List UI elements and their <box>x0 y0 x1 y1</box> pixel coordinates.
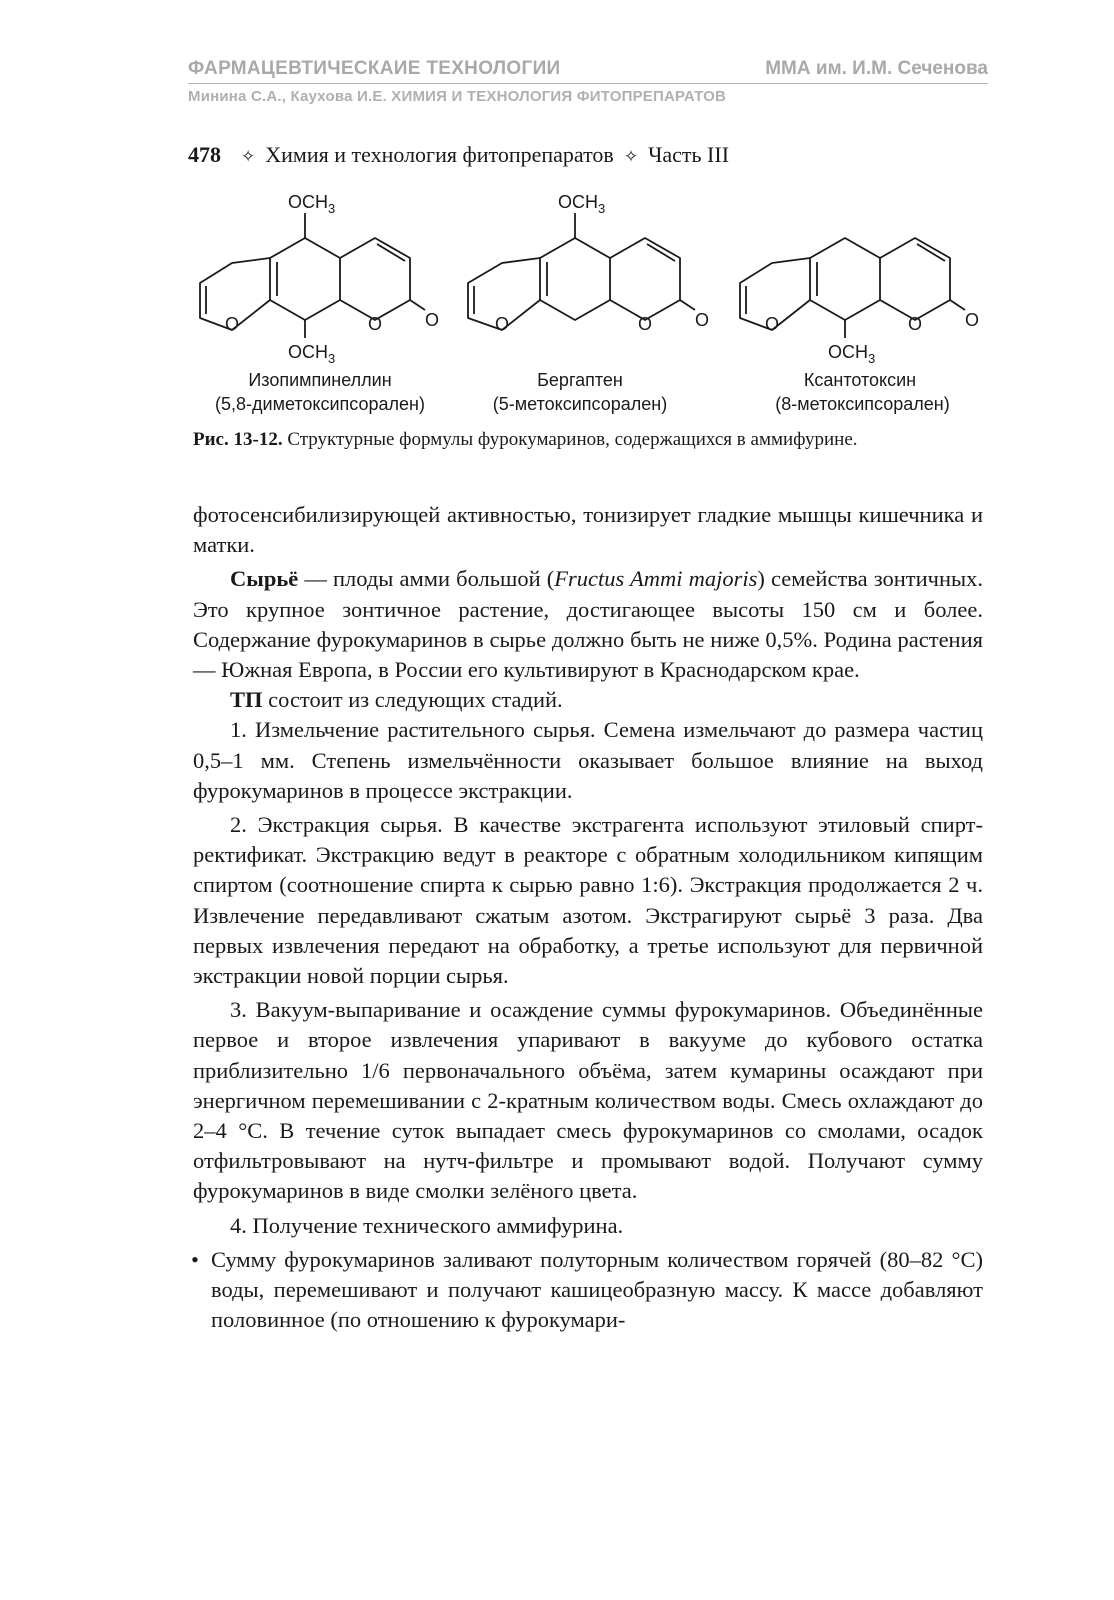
molecule-name: Бергаптен <box>537 370 623 390</box>
molecule-systematic-name: (5,8-диметоксипсорален) <box>215 394 425 414</box>
caption-label: Рис. 13-12. <box>193 429 283 450</box>
furocoumarin-structures <box>180 188 990 428</box>
molecule-systematic-name: (8-метоксипсорален) <box>775 394 950 414</box>
ring-oxygen-label: O <box>638 314 653 334</box>
watermark-divider <box>188 83 988 84</box>
term-bold: ТП <box>230 687 263 713</box>
paragraph: 4. Получение технического аммифурина. <box>230 1212 624 1238</box>
ring-oxygen-label: O <box>225 314 240 334</box>
part-label: Часть III <box>648 142 730 167</box>
diamond-outline-icon: ✧ <box>241 147 256 166</box>
carbonyl-oxygen-label: O <box>425 310 440 330</box>
bullet-paragraph: • Сумму фурокумаринов заливают полуторным количеством горячей (80–82 °С) воды, перемешивают и получают кашицеобразную массу. К массе добавляют половинное (по отношению к фурокумари- <box>191 1246 983 1333</box>
ring-oxygen-label: O <box>495 314 510 334</box>
substituent-label: $OCH_3$ <box>288 192 336 216</box>
ring-oxygen-label: O <box>765 314 780 334</box>
page-number: 478 <box>188 142 221 167</box>
body-text <box>193 500 983 1335</box>
paragraph: Сырьё — плоды амми большой (Fructus Ammi majoris) семейства зонтичных. Это крупное зонтичное растение, достигающее высоты 150 см и более. Содержание фурокумаринов в сырье должно быть не ниже 0,5%. Родина растения — Южная Европа, в России его культивируют в Краснодарском крае. <box>193 566 983 683</box>
paragraph: ТП состоит из следующих стадий. <box>230 687 563 713</box>
watermark-header <box>188 58 988 86</box>
book-title: Химия и технология фитопрепаратов <box>265 142 614 167</box>
watermark-title: ФАРМАЦЕВТИЧЕСКАИЕ ТЕХНОЛОГИИ <box>188 58 561 79</box>
term-bold: Сырьё <box>230 566 299 592</box>
carbonyl-oxygen-label: O <box>695 310 710 330</box>
substituent-label: $OCH_3$ <box>828 342 876 366</box>
latin-name: Fructus Ammi majoris <box>554 566 758 592</box>
diamond-outline-icon: ✧ <box>623 147 639 166</box>
running-head <box>188 142 729 168</box>
figure-caption <box>193 427 983 453</box>
molecule-systematic-name: (5-метоксипсорален) <box>492 394 668 414</box>
paragraph: 3. Вакуум-выпаривание и осаждение суммы фурокумаринов. Объединённые первое и второе извлечения упаривают в вакууме до кубового остатка приблизительно 1/6 первоначального объёма, затем кумарины осаждают при энергичном перемешивании с 2-кратным количеством воды. Смесь охлаждают до 2–4 °С. В течение суток выпадает смесь фурокумаринов со смолами, осадок отфильтровывают на нутч-фильтре и промывают водой. Получают сумму фурокумаринов в виде смолки зелёного цвета. <box>193 997 983 1204</box>
paragraph: 2. Экстракция сырья. В качестве экстрагента используют этиловый спирт-ректификат. Экстракцию ведут в реакторе с обратным холодильником кипящим спиртом (соотношение спирта к сырью равно 1:6). Экстракция продолжается 2 ч. Извлечение передавливают сжатым азотом. Экстрагируют сырьё 3 раза. Два первых извлечения передают на обработку, а третье используют для первичной экстракции новой порции сырья. <box>193 812 983 989</box>
paragraph: фотосенсибилизирующей активностью, тонизирует гладкие мышцы кишечника и матки. <box>193 502 983 558</box>
watermark-subtitle: Минина С.А., Каухова И.Е. ХИМИЯ И ТЕХНОЛОГИЯ ФИТОПРЕПАРАТОВ <box>188 88 727 105</box>
caption-text: Структурные формулы фурокумаринов, содержащихся в аммифурине. <box>282 429 858 450</box>
molecule-name: Изопимпинеллин <box>248 370 392 390</box>
substituent-label: $OCH_3$ <box>288 342 336 366</box>
ring-oxygen-label: O <box>908 314 923 334</box>
ring-oxygen-label: O <box>368 314 383 334</box>
carbonyl-oxygen-label: O <box>965 310 980 330</box>
bergapten-structure <box>468 213 695 330</box>
substituent-label: $OCH_3$ <box>558 192 606 216</box>
structure-figure <box>180 188 990 428</box>
watermark-institution: ММА им. И.М. Сеченова <box>765 58 988 79</box>
paragraph: 1. Измельчение растительного сырья. Семена измельчают до размера частиц 0,5–1 мм. Степень измельчённости оказывает большое влияние на выход фурокумаринов в процессе экстракции. <box>193 717 983 803</box>
bullet-icon: • <box>191 1246 199 1272</box>
molecule-name: Ксантотоксин <box>803 370 917 390</box>
